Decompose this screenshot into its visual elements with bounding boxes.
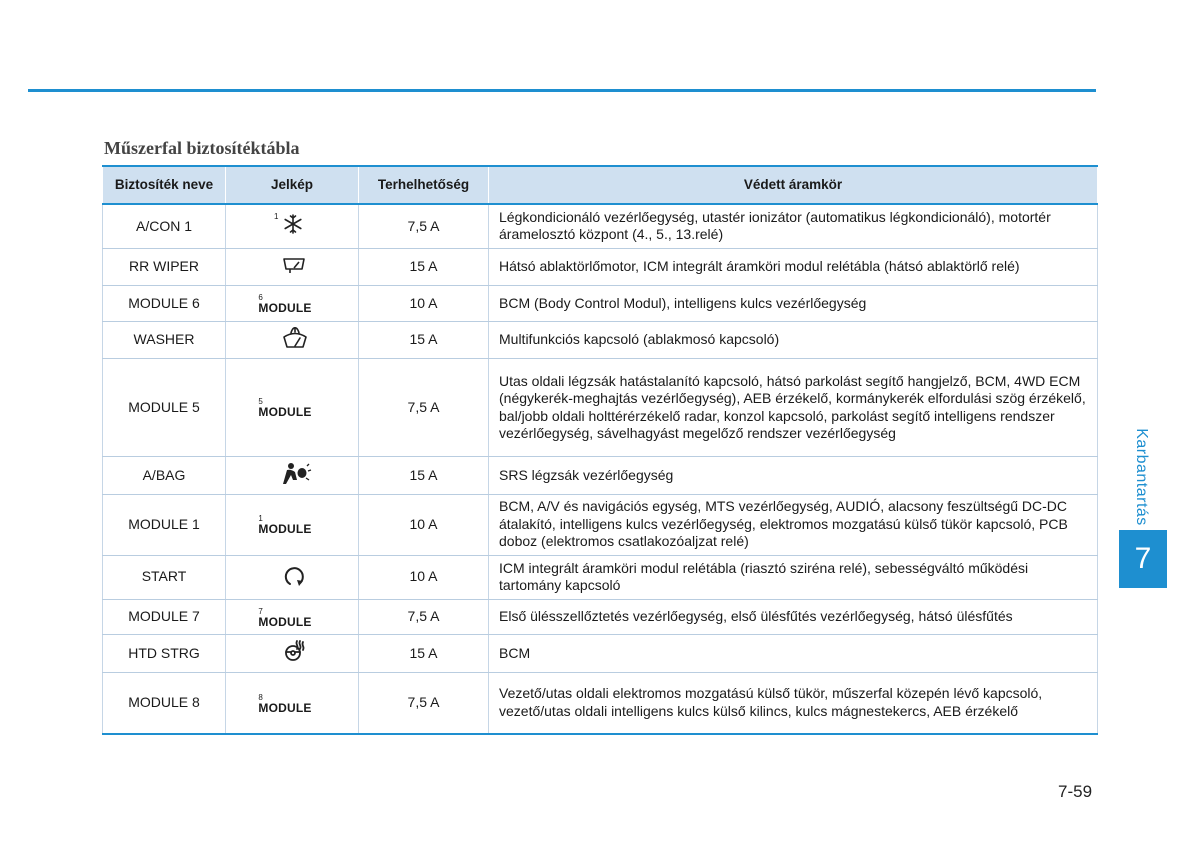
table-header-row bbox=[103, 166, 1098, 204]
table-row bbox=[103, 672, 1098, 734]
chapter-side-label bbox=[1127, 424, 1155, 530]
fuse-table bbox=[102, 165, 1098, 735]
symbol-number: 7 bbox=[258, 606, 263, 616]
table-row bbox=[103, 555, 1098, 599]
fuse-rating: 15 A bbox=[359, 635, 489, 673]
fuse-name: MODULE 7 bbox=[103, 599, 226, 635]
fuse-circuit: BCM (Body Control Modul), intelligens kulcs vezérlőegység bbox=[489, 286, 1098, 322]
fuse-circuit: Vezető/utas oldali elektromos mozgatású külső tükör, műszerfal közepén lévő kapcsoló, vezető/utas oldali intelligens kulcs külső kilincs, kulcs mágnestekercs, AEB érzékelő bbox=[489, 672, 1098, 734]
fuse-circuit: Légkondicionáló vezérlőegység, utastér ionizátor (automatikus légkondicionáló), motortér áramelosztó központ (4., 5., 13.relé) bbox=[489, 204, 1098, 248]
fuse-rating: 10 A bbox=[359, 555, 489, 599]
symbol-number: 5 bbox=[258, 397, 263, 407]
fuse-symbol bbox=[226, 359, 359, 457]
ac-snowflake-icon bbox=[282, 213, 304, 235]
fuse-name: RR WIPER bbox=[103, 248, 226, 286]
header-name: Biztosíték neve bbox=[103, 166, 226, 204]
chapter-side-label-text: Karbantartás bbox=[1133, 428, 1150, 526]
module-label: MODULE bbox=[258, 405, 312, 420]
fuse-symbol bbox=[226, 494, 359, 555]
fuse-circuit: BCM bbox=[489, 635, 1098, 673]
heated-steering-icon bbox=[282, 640, 306, 662]
fuse-circuit: ICM integrált áramköri modul relétábla (riasztó sziréna relé), sebességváltó működési tartomány kapcsoló bbox=[489, 555, 1098, 599]
fuse-name: START bbox=[103, 555, 226, 599]
symbol-number: 1 bbox=[258, 514, 263, 524]
fuse-rating: 7,5 A bbox=[359, 599, 489, 635]
fuse-circuit: SRS légzsák vezérlőegység bbox=[489, 457, 1098, 495]
fuse-symbol bbox=[226, 286, 359, 322]
module-label: MODULE bbox=[258, 522, 312, 537]
table-row bbox=[103, 359, 1098, 457]
module-symbol bbox=[258, 603, 311, 632]
fuse-name: MODULE 5 bbox=[103, 359, 226, 457]
fuse-rating: 7,5 A bbox=[359, 204, 489, 248]
airbag-icon bbox=[282, 462, 312, 486]
fuse-name: MODULE 6 bbox=[103, 286, 226, 322]
top-rule bbox=[28, 89, 1096, 92]
washer-icon bbox=[282, 327, 308, 349]
fuse-circuit: BCM, A/V és navigációs egység, MTS vezérlőegység, AUDIÓ, alacsony feszültségű DC-DC átalakító, intelligens kulcs vezérlőegység, elektromos mozgatású külső tükör kapcsoló, PCB doboz (elektromos csatlakozóaljzat relé) bbox=[489, 494, 1098, 555]
start-icon bbox=[282, 564, 306, 588]
fuse-circuit: Hátsó ablaktörlőmotor, ICM integrált áramköri modul relétábla (hátsó ablaktörlő relé) bbox=[489, 248, 1098, 286]
module-label: MODULE bbox=[258, 700, 312, 715]
table-row bbox=[103, 204, 1098, 248]
module-label: MODULE bbox=[258, 301, 312, 315]
fuse-name: HTD STRG bbox=[103, 635, 226, 673]
header-circuit: Védett áramkör bbox=[489, 166, 1098, 204]
page-number: 7-59 bbox=[1058, 782, 1093, 801]
header-symbol: Jelkép bbox=[226, 166, 359, 204]
fuse-symbol bbox=[226, 321, 359, 359]
fuse-circuit: Utas oldali légzsák hatástalanító kapcsoló, hátsó parkolást segítő hangjelző, BCM, 4WD ECM (négykerék-meghajtás vezérlőegység), AEB érzékelő, kormánykerék elfordulási szög érzékelő, bal/jobb oldali holttérérzékelő radar, konzol kapcsoló, parkolást segítő intelligens rendszer vezérlőegység, sávelhagyást megelőző rendszer vezérlőegység bbox=[489, 359, 1098, 457]
symbol-number: 6 bbox=[258, 293, 263, 302]
fuse-circuit: Multifunkciós kapcsoló (ablakmosó kapcsoló) bbox=[489, 321, 1098, 359]
rear-wiper-icon bbox=[282, 254, 306, 276]
fuse-name: A/BAG bbox=[103, 457, 226, 495]
module-symbol bbox=[258, 689, 311, 718]
fuse-name: WASHER bbox=[103, 321, 226, 359]
fuse-name: MODULE 1 bbox=[103, 494, 226, 555]
fuse-name: MODULE 8 bbox=[103, 672, 226, 734]
fuse-symbol bbox=[226, 248, 359, 286]
fuse-circuit: Első ülésszellőztetés vezérlőegység, első ülésfűtés vezérlőegység, hátsó ülésfűtés bbox=[489, 599, 1098, 635]
header-rating: Terhelhetőség bbox=[359, 166, 489, 204]
fuse-symbol bbox=[226, 599, 359, 635]
module-symbol bbox=[258, 289, 311, 318]
fuse-rating: 15 A bbox=[359, 248, 489, 286]
fuse-symbol bbox=[226, 672, 359, 734]
fuse-name: A/CON 1 bbox=[103, 204, 226, 248]
fuse-rating: 15 A bbox=[359, 321, 489, 359]
module-symbol bbox=[258, 393, 311, 422]
table-row bbox=[103, 599, 1098, 635]
symbol-number: 8 bbox=[258, 692, 263, 702]
fuse-symbol bbox=[226, 204, 359, 248]
fuse-rating: 7,5 A bbox=[359, 672, 489, 734]
table-row bbox=[103, 286, 1098, 322]
module-label: MODULE bbox=[258, 614, 312, 629]
fuse-rating: 15 A bbox=[359, 457, 489, 495]
fuse-symbol bbox=[226, 635, 359, 673]
fuse-rating: 10 A bbox=[359, 494, 489, 555]
table-row bbox=[103, 457, 1098, 495]
fuse-rating: 7,5 A bbox=[359, 359, 489, 457]
fuse-rating: 10 A bbox=[359, 286, 489, 322]
fuse-symbol bbox=[226, 457, 359, 495]
symbol-number: 1 bbox=[274, 212, 279, 221]
table-row bbox=[103, 248, 1098, 286]
module-symbol bbox=[258, 510, 311, 539]
table-row bbox=[103, 321, 1098, 359]
fuse-symbol bbox=[226, 555, 359, 599]
section-title: Műszerfal biztosítéktábla bbox=[104, 138, 300, 158]
table-row bbox=[103, 494, 1098, 555]
table-row bbox=[103, 635, 1098, 673]
chapter-number-badge: 7 bbox=[1119, 530, 1167, 588]
